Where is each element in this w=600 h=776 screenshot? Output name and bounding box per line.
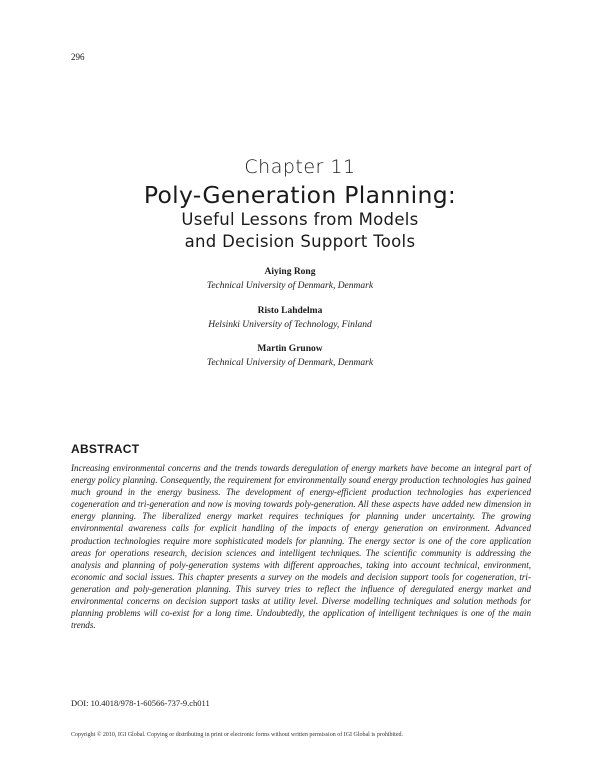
subtitle-line-2: and Decision Support Tools bbox=[184, 232, 416, 251]
subtitle-line-1: Useful Lessons from Models bbox=[181, 210, 419, 229]
author-affiliation: Helsinki University of Technology, Finland bbox=[208, 320, 372, 330]
author-block bbox=[0, 304, 580, 332]
author-block bbox=[0, 265, 580, 293]
chapter-subtitle bbox=[0, 209, 600, 253]
abstract-body: Increasing environmental concerns and the trends towards deregulation of energy markets have become an integral part of energy policy planning. Consequently, the requirement for environmentally sound energy production technologies has gained much ground in the energy business. The development of energy-efficient production technologies has experienced cogeneration and tri-generation and now is moving towards poly-generation. All these aspects have added new dimension in energy planning. The liberalized energy market requires techniques for planning under uncertainty. The growing environmental awareness calls for explicit handling of the impacts of energy generation on environment. Advanced production technologies require more sophisticated models for planning. The energy sector is one of the core application areas for operations research, decision sciences and intelligent techniques. The scientific community is addressing the analysis and planning of poly-generation systems with different approaches, taking into account technical, environment, economic and social issues. This chapter presents a survey on the models and decision support tools for cogeneration, tri-generation and poly-generation planning. This survey tries to reflect the influence of deregulated energy market and environmental concerns on decision support tasks at utility level. Diverse modelling techniques and solution methods for planning problems will co-exist for a long time. Undoubtedly, the application of intelligent techniques is one of the main trends. bbox=[71, 463, 531, 631]
author-name: Risto Lahdelma bbox=[257, 306, 323, 316]
abstract-heading: ABSTRACT bbox=[71, 442, 140, 456]
copyright-notice: Copyright © 2010, IGI Global. Copying or distributing in print or electronic forms without written permission of IGI Global is prohibited. bbox=[71, 732, 404, 738]
author-affiliation: Technical University of Denmark, Denmark bbox=[206, 358, 374, 368]
page-number: 296 bbox=[71, 52, 85, 62]
author-block bbox=[0, 342, 580, 370]
author-name: Martin Grunow bbox=[257, 344, 323, 354]
doi: DOI: 10.4018/978-1-60566-737-9.ch011 bbox=[71, 698, 210, 708]
chapter-label: Chapter 11 bbox=[244, 156, 356, 178]
author-affiliation: Technical University of Denmark, Denmark bbox=[206, 281, 374, 291]
author-name: Aiying Rong bbox=[264, 267, 316, 277]
chapter-title: Poly-Generation Planning: bbox=[143, 181, 457, 209]
